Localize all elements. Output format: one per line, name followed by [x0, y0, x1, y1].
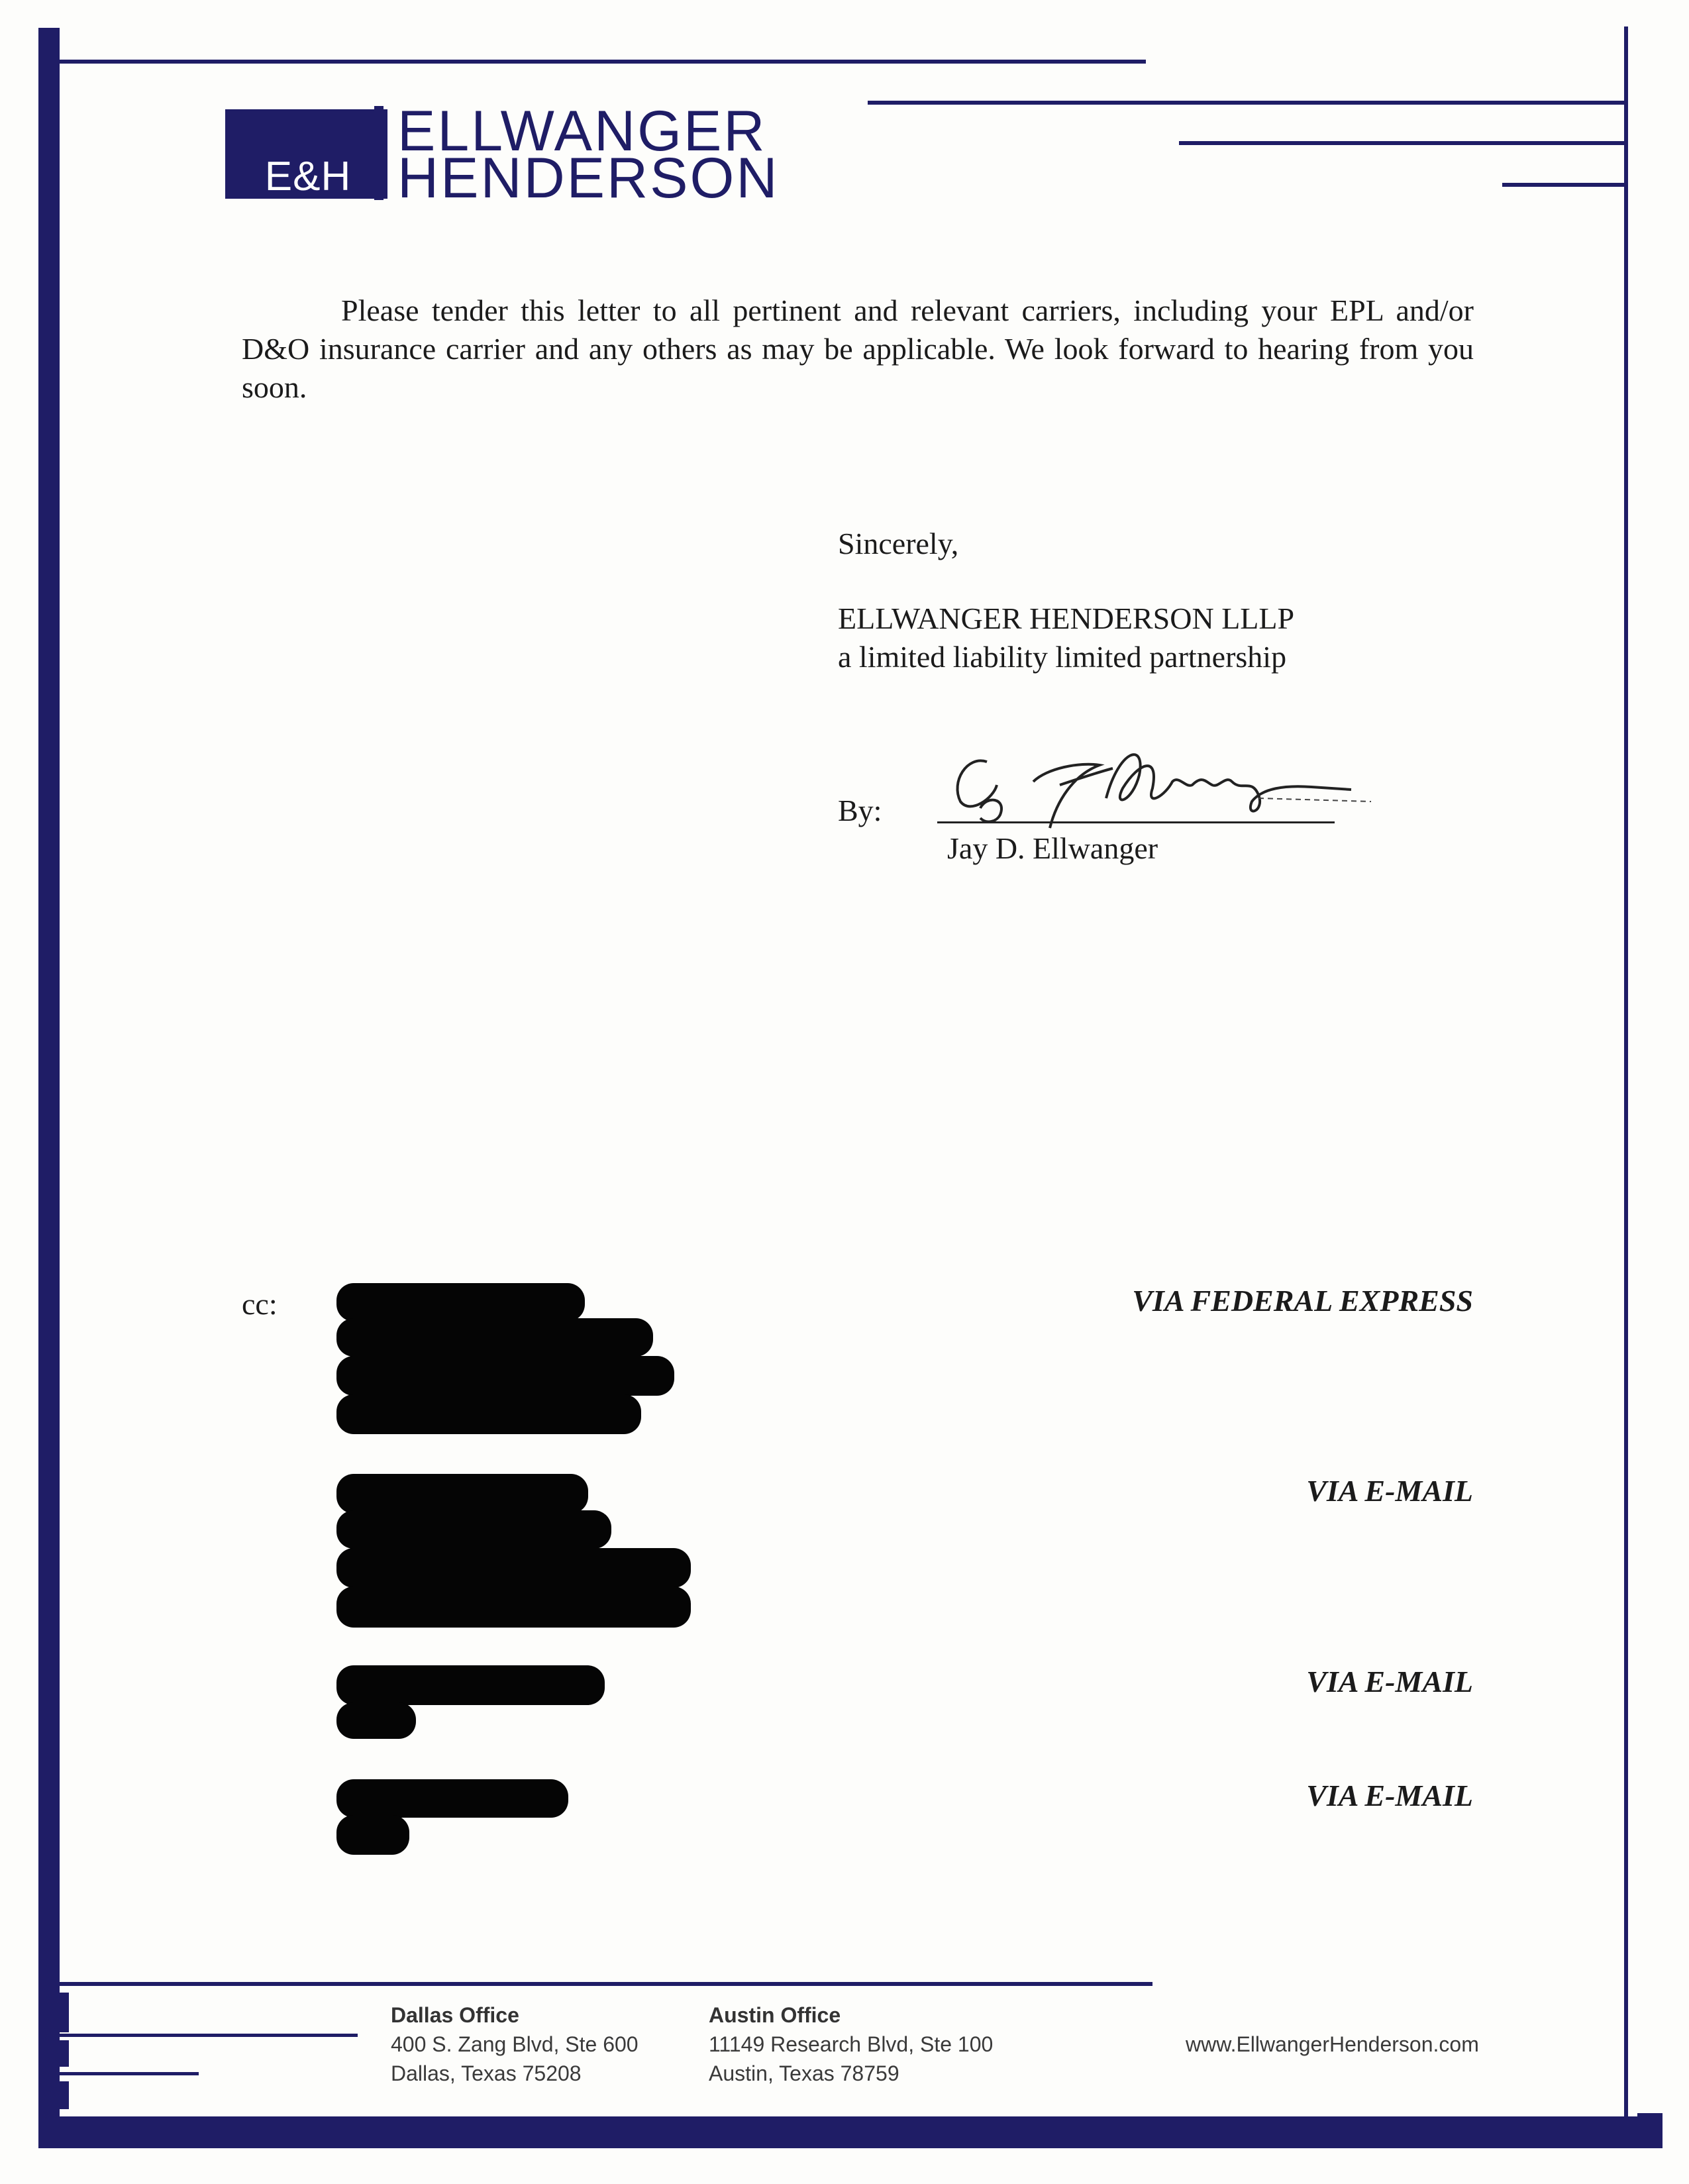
by-label: By:	[838, 794, 882, 827]
footer-rule-2	[60, 2034, 358, 2037]
redaction-2b	[336, 1510, 611, 1549]
dallas-office	[391, 2001, 639, 2088]
logo-divider	[374, 106, 384, 200]
dallas-address-line2: Dallas, Texas 75208	[391, 2061, 582, 2085]
top-rule	[60, 60, 1146, 64]
dallas-address-line1: 400 S. Zang Blvd, Ste 600	[391, 2032, 639, 2056]
redaction-4a	[336, 1779, 568, 1818]
logo-monogram: E&H	[264, 154, 352, 199]
top-right-rule-2	[1179, 141, 1626, 145]
redaction-2c	[336, 1548, 691, 1588]
austin-address-line2: Austin, Texas 78759	[709, 2061, 899, 2085]
cc-delivery-4: VIA E-MAIL	[1306, 1779, 1473, 1812]
redaction-1a	[336, 1283, 585, 1322]
redaction-1b	[336, 1318, 653, 1357]
cc-delivery-1: VIA FEDERAL EXPRESS	[1132, 1284, 1473, 1318]
body-paragraph: Please tender this letter to all pertinent and relevant carriers, including your EPL and/or D&O insurance carrier and any others as may be applicable. We look forward to hearing from you soon.	[242, 293, 1474, 404]
austin-address-line1: 11149 Research Blvd, Ste 100	[709, 2032, 994, 2056]
signature	[941, 735, 1378, 835]
website-link[interactable]: www.EllwangerHenderson.com	[1186, 2032, 1479, 2056]
footer-rule	[60, 1982, 1152, 1986]
footer-block-2	[38, 2040, 69, 2067]
left-border-bar	[38, 28, 60, 2144]
dallas-office-title: Dallas Office	[391, 2003, 519, 2027]
firm-name: ELLWANGER HENDERSON LLLP	[838, 601, 1295, 635]
signature-line	[937, 821, 1335, 823]
signer-name: Jay D. Ellwanger	[947, 831, 1158, 865]
austin-office	[709, 2001, 993, 2088]
cc-delivery-3: VIA E-MAIL	[1306, 1665, 1473, 1698]
redaction-2a	[336, 1474, 588, 1514]
redaction-1c	[336, 1356, 674, 1396]
logo-firm-line2: HENDERSON	[397, 146, 780, 210]
cc-label: cc:	[242, 1287, 278, 1321]
footer-block-1	[38, 1993, 69, 2032]
footer-rule-3	[60, 2072, 199, 2075]
cc-delivery-2: VIA E-MAIL	[1306, 1474, 1473, 1508]
firm-description: a limited liability limited partnership	[838, 640, 1287, 674]
bottom-right-tab	[1637, 2113, 1663, 2148]
redaction-1d	[336, 1394, 641, 1434]
logo-firm-line1: ELLWANGER	[397, 99, 767, 163]
redaction-4b	[336, 1815, 409, 1855]
austin-office-title: Austin Office	[709, 2003, 841, 2027]
footer-block-3	[38, 2081, 69, 2109]
top-right-rule-3	[1502, 183, 1626, 187]
redaction-3a	[336, 1665, 605, 1705]
redaction-2d	[336, 1586, 691, 1628]
bottom-band	[38, 2116, 1663, 2148]
right-border-rule	[1624, 26, 1628, 2146]
salutation: Sincerely,	[838, 527, 959, 560]
top-right-rule-1	[868, 101, 1626, 105]
redaction-3b	[336, 1702, 416, 1739]
